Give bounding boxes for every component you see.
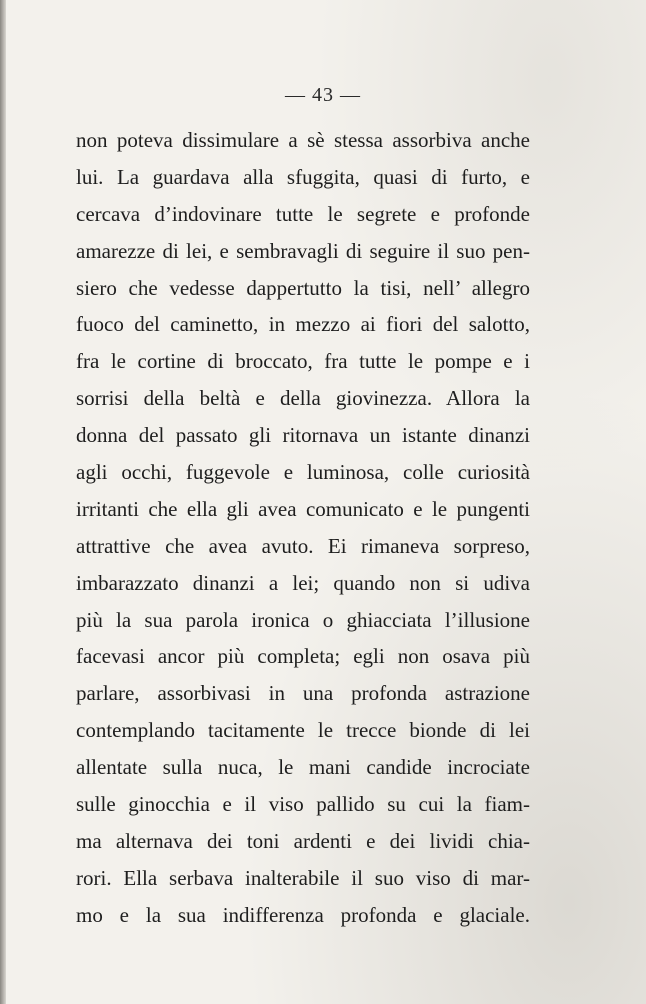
text-line: sorrisi della beltà e della giovinezza. Allora la — [76, 386, 530, 411]
text-line: ma alternava dei toni ardenti e dei lividi chia- — [76, 828, 530, 853]
text-line: lui. La guardava alla sfuggita, quasi di furto, e — [76, 164, 530, 189]
text-line: parlare, assorbivasi in una profonda astrazione — [76, 681, 530, 706]
text-line: siero che vedesse dappertutto la tisi, nell’ allegro — [76, 275, 530, 300]
text-line: contemplando tacitamente le trecce bionde di lei — [76, 718, 530, 743]
text-line: cercava d’indovinare tutte le segrete e profonde — [76, 201, 530, 226]
text-line: sulle ginocchia e il viso pallido su cui la fiam- — [76, 792, 530, 817]
text-line: donna del passato gli ritornava un istante dinanzi — [76, 423, 530, 448]
page-binding-edge — [0, 0, 6, 1004]
text-line: allentate sulla nuca, le mani candide incrociate — [76, 755, 530, 780]
text-line: attrattive che avea avuto. Ei rimaneva sorpreso, — [76, 533, 530, 558]
text-line: fra le cortine di broccato, fra tutte le pompe e i — [76, 349, 530, 374]
text-line: fuoco del caminetto, in mezzo ai fiori del salotto, — [76, 312, 530, 337]
body-text — [76, 122, 530, 934]
page-number: — 43 — — [285, 84, 361, 106]
text-line: mo e la sua indifferenza profonda e glaciale. — [76, 902, 530, 927]
text-line: amarezze di lei, e sembravagli di seguire il suo pen- — [76, 238, 530, 263]
text-line: facevasi ancor più completa; egli non osava più — [76, 644, 530, 669]
text-line: rori. Ella serbava inalterabile il suo viso di mar- — [76, 865, 530, 890]
text-line: più la sua parola ironica o ghiacciata l’illusione — [76, 607, 530, 632]
text-line: imbarazzato dinanzi a lei; quando non si udiva — [76, 570, 530, 595]
text-line: non poteva dissimulare a sè stessa assorbiva anche — [76, 128, 530, 152]
text-line: irritanti che ella gli avea comunicato e le pungenti — [76, 496, 530, 521]
text-line: agli occhi, fuggevole e luminosa, colle curiosità — [76, 460, 530, 485]
